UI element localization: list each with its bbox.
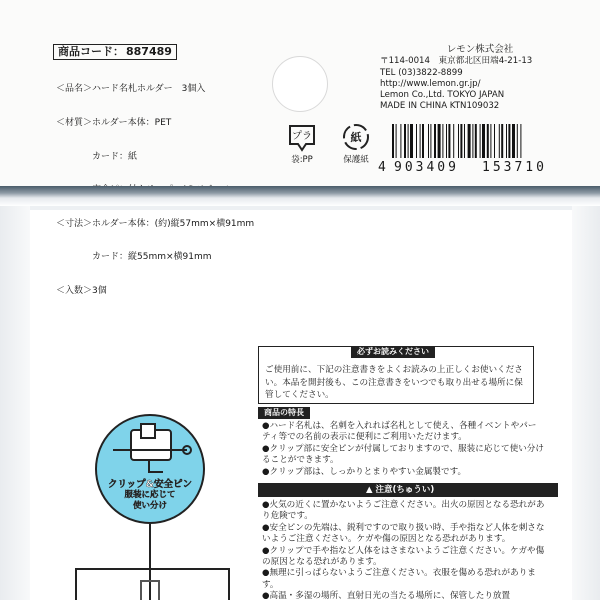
spec-line: ＜入数＞3個 bbox=[56, 285, 107, 296]
hang-hole bbox=[272, 56, 328, 112]
barcode-bar bbox=[420, 124, 421, 158]
caution-item: ●高温・多湿の場所、直射日光の当たる場所に、保管したり放置 bbox=[262, 591, 511, 600]
barcode-bar bbox=[408, 124, 409, 158]
company-name: レモン株式会社 bbox=[446, 44, 514, 55]
barcode-bar bbox=[512, 124, 515, 158]
barcode-bar bbox=[453, 124, 454, 158]
paper-label: 保護紙 bbox=[343, 155, 369, 165]
barcode-bar bbox=[499, 124, 500, 158]
barcode-bar bbox=[506, 124, 507, 158]
barcode-bar bbox=[416, 124, 417, 158]
spec-line: カード：縦55mm×横91mm bbox=[56, 252, 212, 263]
origin-code: MADE IN CHINA KTN109032 bbox=[380, 101, 500, 112]
clip-outline bbox=[140, 580, 160, 600]
barcode-digits bbox=[378, 160, 578, 175]
barcode-bar bbox=[400, 124, 401, 158]
barcode-first-digit: 4 bbox=[378, 160, 386, 175]
company-info bbox=[380, 44, 580, 113]
product-code-label: 商品コード： bbox=[58, 45, 124, 58]
company-url: http://www.lemon.gr.jp/ bbox=[380, 78, 481, 89]
paper-recycle-icon bbox=[340, 122, 372, 152]
plastic-label: 袋:PP bbox=[291, 155, 313, 165]
feature-item: ●ハード名札は、名刺を入れれば名札として使え、各種イベントやパーティ等での名前の表示に便利にご利用いただけます。 bbox=[262, 421, 537, 443]
barcode-bar bbox=[392, 124, 394, 158]
features-list bbox=[262, 421, 544, 478]
barcode-bar bbox=[410, 124, 413, 158]
spec-line: ＜材質＞ホルダー本体：PET bbox=[56, 118, 172, 128]
barcode-bar bbox=[430, 124, 431, 158]
callout-title: クリップ&安全ピン bbox=[108, 479, 192, 490]
barcode-bar bbox=[448, 124, 450, 158]
caution-item: ●安全ピンの先端は、鋭利ですので取り扱い時、手や指など人体を刺さないようご注意ください。ケガや傷の原因となる恐れがあります。 bbox=[262, 522, 545, 545]
barcode-bar bbox=[458, 124, 459, 158]
barcode-bars bbox=[390, 124, 570, 160]
plastic-recycle-mark bbox=[286, 122, 318, 165]
bag-right-edge bbox=[572, 206, 600, 600]
product-code: 887489 bbox=[126, 45, 172, 58]
spec-line: カード：紙 bbox=[56, 151, 138, 162]
barcode-bar bbox=[494, 124, 495, 158]
barcode-bar bbox=[480, 124, 481, 158]
caution-list bbox=[262, 500, 552, 600]
paper-recycle-mark bbox=[340, 122, 372, 165]
notice-text: ご使用前に、下記の注意書きをよくお読みの上正しくお使いください。本品を開封後も、この注意書きをいつでも取り出せる場所に保管してください。 bbox=[265, 365, 523, 401]
features-heading: 商品の特長 bbox=[258, 407, 310, 419]
company-phone: TEL (03)3822-8899 bbox=[380, 67, 463, 78]
clip-pin-icon bbox=[97, 420, 203, 480]
recycle-marks bbox=[286, 122, 372, 165]
caution-heading bbox=[258, 483, 558, 497]
barcode-bar bbox=[396, 124, 397, 158]
barcode bbox=[378, 124, 578, 184]
spec-line: ＜寸法＞ホルダー本体：(約)縦57mm×横91mm bbox=[56, 218, 255, 229]
notice-heading: 必ずお読みください bbox=[351, 346, 435, 358]
barcode-bar bbox=[482, 124, 485, 158]
barcode-bar bbox=[446, 124, 447, 158]
company-address: 〒114-0014 東京都北区田端4-21-13 bbox=[380, 56, 533, 67]
barcode-bar bbox=[468, 124, 471, 158]
barcode-bar bbox=[422, 124, 424, 158]
spec-line: ＜品名＞ハード名札ホルダー 3個入 bbox=[56, 84, 206, 95]
barcode-bar bbox=[517, 124, 518, 158]
svg-text:紙: 紙 bbox=[350, 131, 362, 144]
bag-inner-edge bbox=[30, 206, 572, 210]
barcode-bar bbox=[487, 124, 489, 158]
barcode-bar bbox=[404, 124, 406, 158]
barcode-bar bbox=[460, 124, 462, 158]
callout-subtitle: 服装に応じて 使い分け bbox=[124, 490, 176, 511]
barcode-bar bbox=[490, 124, 491, 158]
warning-icon: ▲ bbox=[366, 485, 373, 495]
barcode-bar bbox=[428, 124, 429, 158]
barcode-group-1: 903409 bbox=[394, 160, 459, 175]
barcode-bar bbox=[472, 124, 473, 158]
caution-item: ●クリップで手や指など人体をはさまないようご注意ください。ケガや傷の原因となる恐れがあります。 bbox=[262, 545, 545, 568]
feature-item: ●クリップ部は、しっかりとまりやすい金属製です。 bbox=[262, 466, 467, 477]
barcode-group-2: 153710 bbox=[482, 160, 547, 175]
barcode-bar bbox=[442, 124, 443, 158]
barcode-bar bbox=[475, 124, 477, 158]
caution-item: ●無理に引っぱらないようご注意ください。衣服を傷める恐れがあります。 bbox=[262, 568, 536, 590]
product-code-box bbox=[53, 44, 177, 60]
clip-callout-bubble bbox=[95, 414, 205, 524]
caution-heading-text: 注意(ちゅうい) bbox=[375, 485, 435, 495]
company-english-name: Lemon Co.,Ltd. TOKYO JAPAN bbox=[380, 90, 505, 101]
feature-item: ●クリップ部に安全ピンが付属しておりますので、服装に応じて使い分けることができます。 bbox=[262, 443, 544, 466]
barcode-bar bbox=[438, 124, 441, 158]
header-seal-stripe bbox=[0, 186, 600, 206]
caution-item: ●火気の近くに置かないようご注意ください。出火の原因となる恐れがあり危険です。 bbox=[262, 500, 545, 522]
barcode-bar bbox=[520, 124, 521, 158]
barcode-bar bbox=[434, 124, 436, 158]
barcode-bar bbox=[508, 124, 510, 158]
barcode-bar bbox=[501, 124, 503, 158]
svg-text:プラ: プラ bbox=[292, 131, 312, 142]
must-read-notice bbox=[258, 346, 534, 404]
bag-left-edge bbox=[0, 206, 30, 600]
plastic-recycle-icon bbox=[286, 122, 318, 152]
barcode-bar bbox=[464, 124, 465, 158]
